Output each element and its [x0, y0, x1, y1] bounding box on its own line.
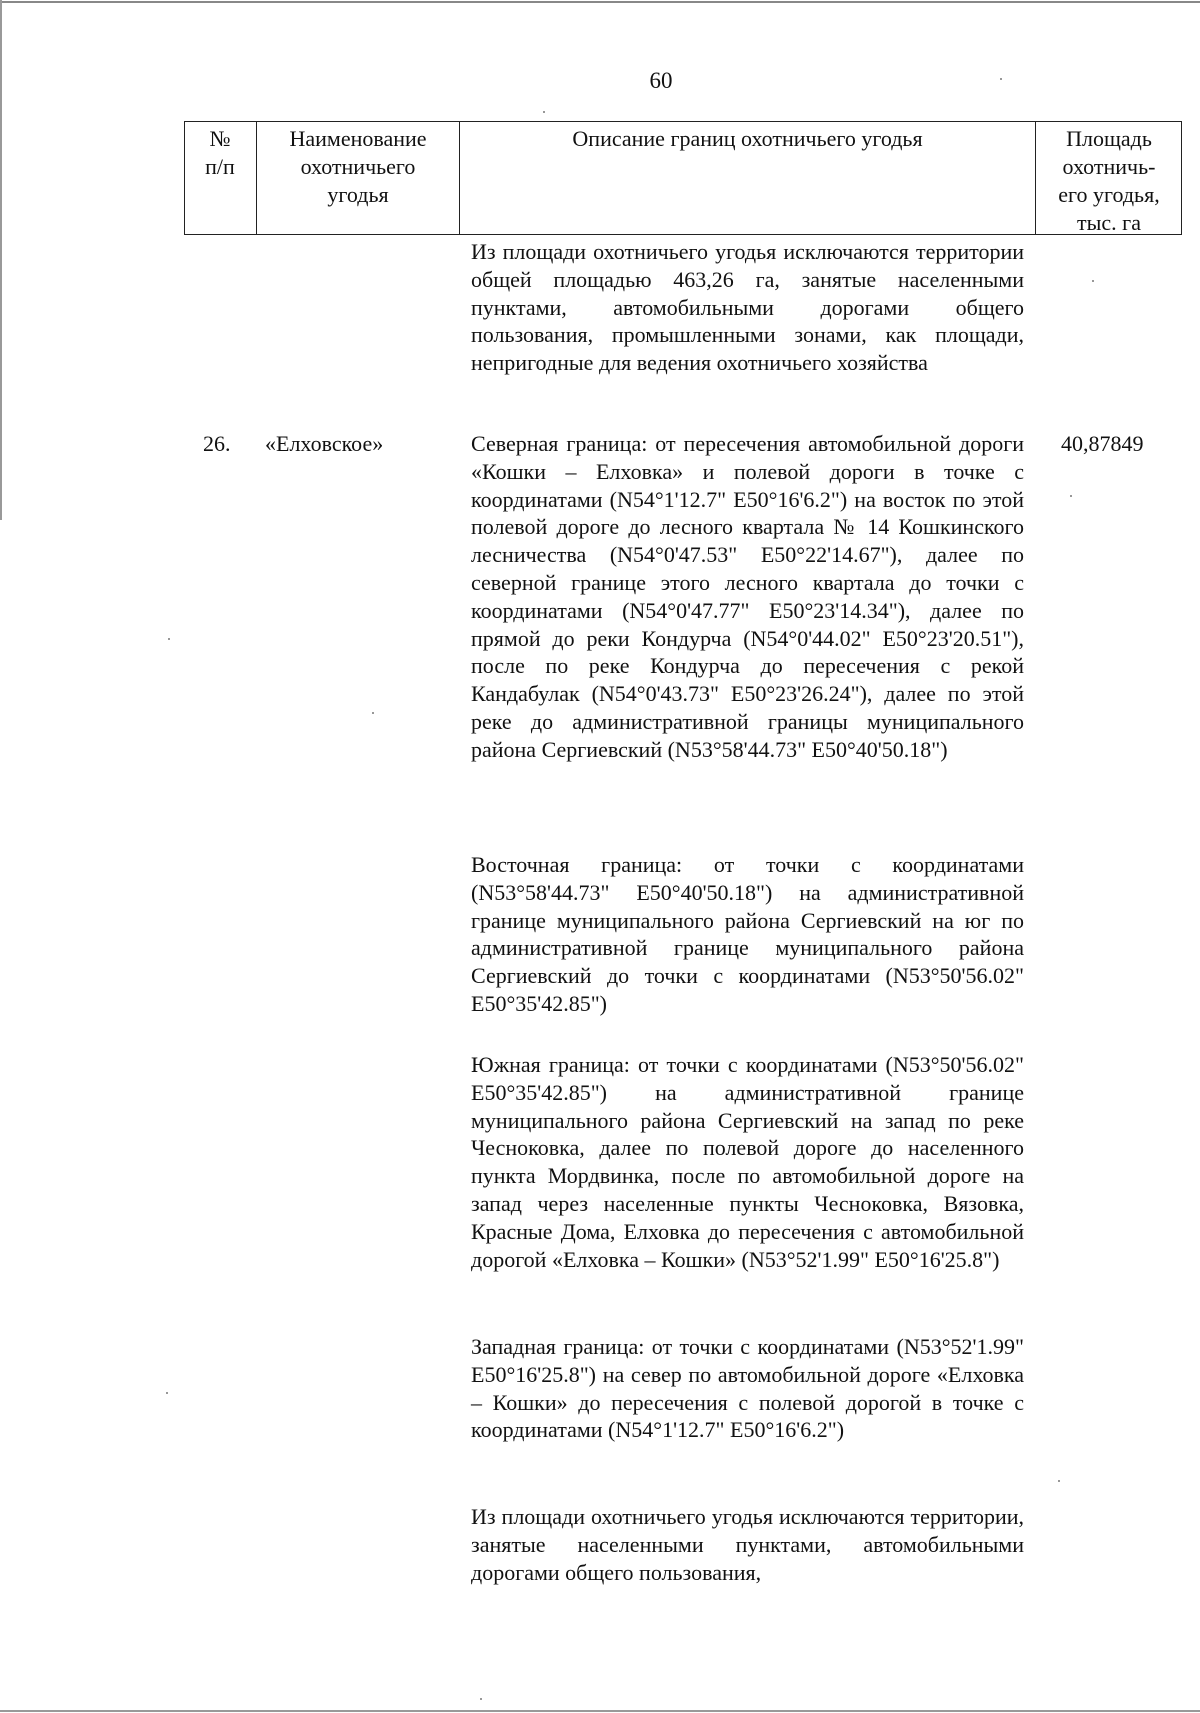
header-col-number: № п/п — [205, 126, 235, 179]
entry-name: «Елховское» — [265, 431, 384, 456]
scan-speck — [543, 111, 545, 113]
entry-number: 26. — [203, 431, 231, 456]
exclusion-paragraph: Из площади охотничьего угодья исключаются территории, занятые населенными пунктами, автомобильными дорогами общего пользования, — [471, 1504, 1024, 1585]
scan-speck — [480, 1698, 482, 1700]
scan-speck — [372, 712, 374, 714]
north-boundary-paragraph: Северная граница: от пересечения автомобильной дороги «Кошки – Елховка» и полевой дороги в точке с координатами (N54°1'12.7" E50°16'6.2") на восток по этой полевой дороге до лесного квартала № 14 Кошкинского лесничества (N54°0'47.53" E50°22'14.67"), далее по северной границе этого лесного квартала до точки с координатами (N54°0'47.77" E50°23'14.34"), далее по прямой до реки Кондурча (N54°0'44.02" E50°23'20.51"), после по реке Кондурча до пересечения с рекой Кандабулак (N54°0'43.73" E50°23'26.24"), далее по этой реке до административной границы муниципального района Сергиевский (N53°58'44.73" E50°40'50.18") — [471, 431, 1024, 762]
scan-speck — [1000, 78, 1002, 80]
carryover-paragraph: Из площади охотничьего угодья исключаются территории общей площадью 463,26 га, занятые населенными пунктами, автомобильными дорогами общего пользования, промышленными зонами, как площади, непригодные для ведения охотничьего хозяйства — [471, 239, 1024, 376]
scan-edge-top — [0, 1, 1200, 3]
south-boundary-paragraph: Южная граница: от точки с координатами (N53°50'56.02" E50°35'42.85") на административной границе муниципального района Сергиевский на запад по реке Чесноковка, далее по полевой дороге до населенного пункта Мордвинка, после по автомобильной дороге на запад через населенные пункты Чесноковка, Вязовка, Красные Дома, Елховка до пересечения с автомобильной дорогой «Елховка – Кошки» (N53°52'1.99" E50°16'25.8") — [471, 1052, 1024, 1272]
east-boundary-paragraph: Восточная граница: от точки с координатами (N53°58'44.73" E50°40'50.18") на административной границе муниципального района Сергиевский на юг по административной границе муниципального района Сергиевский до точки с координатами (N53°50'56.02" E50°35'42.85") — [471, 852, 1024, 1016]
page-number: 60 — [649, 68, 673, 93]
scan-speck — [168, 638, 170, 640]
west-boundary-paragraph: Западная граница: от точки с координатами (N53°52'1.99" E50°16'25.8") на север по автомобильной дороге «Елховка – Кошки» до пересечения с полевой дорогой в точке с координатами (N54°1'12.7" E50°16'6.2") — [471, 1334, 1024, 1443]
header-col-description: Описание границ охотничьего угодья — [572, 126, 923, 151]
scan-speck — [166, 1392, 168, 1394]
scan-speck — [1058, 1480, 1060, 1482]
header-col-area: Площадь охотничь- его угодья, тыс. га — [1058, 126, 1160, 235]
scan-speck — [1092, 280, 1094, 282]
entry-area: 40,87849 — [1061, 431, 1144, 456]
scan-edge-bottom — [0, 1710, 1200, 1712]
header-col-name: Наименование охотничьего угодья — [289, 126, 427, 207]
scan-speck — [1070, 495, 1072, 497]
